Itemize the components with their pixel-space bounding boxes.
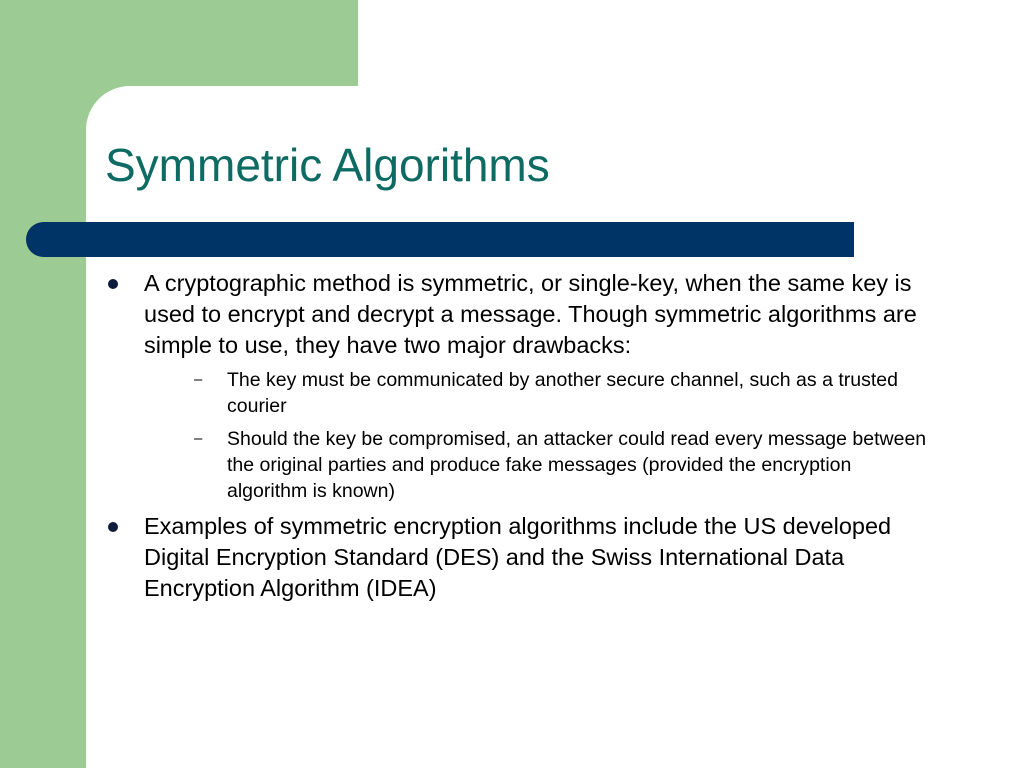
bullet-item bbox=[105, 511, 935, 604]
bullet-dot-icon bbox=[108, 279, 118, 289]
sub-bullet-item bbox=[144, 367, 935, 419]
title-divider-bar bbox=[26, 222, 854, 257]
sub-bullet-list bbox=[144, 367, 935, 504]
slide-body bbox=[105, 268, 935, 611]
bullet-text: Examples of symmetric encryption algorithms include the US developed Digital Encryption Standard (DES) and the Swiss International Data Encryption Algorithm (IDEA) bbox=[144, 513, 892, 601]
dash-marker-icon: – bbox=[194, 430, 203, 447]
sub-bullet-text: The key must be communicated by another secure channel, such as a trusted courier bbox=[227, 369, 898, 417]
sub-bullet-text: Should the key be compromised, an attacker could read every message between the original parties and produce fake messages (provided the encryption algorithm is known) bbox=[227, 428, 927, 502]
bullet-item bbox=[105, 268, 935, 504]
bullet-text: A cryptographic method is symmetric, or single-key, when the same key is used to encrypt and decrypt a message. Though symmetric algorithms are simple to use, they have two major drawbacks: bbox=[144, 270, 917, 358]
bullet-dot-icon bbox=[108, 522, 118, 532]
dash-marker-icon: – bbox=[194, 371, 203, 388]
slide-title: Symmetric Algorithms bbox=[105, 139, 550, 191]
sub-bullet-item bbox=[144, 426, 935, 504]
